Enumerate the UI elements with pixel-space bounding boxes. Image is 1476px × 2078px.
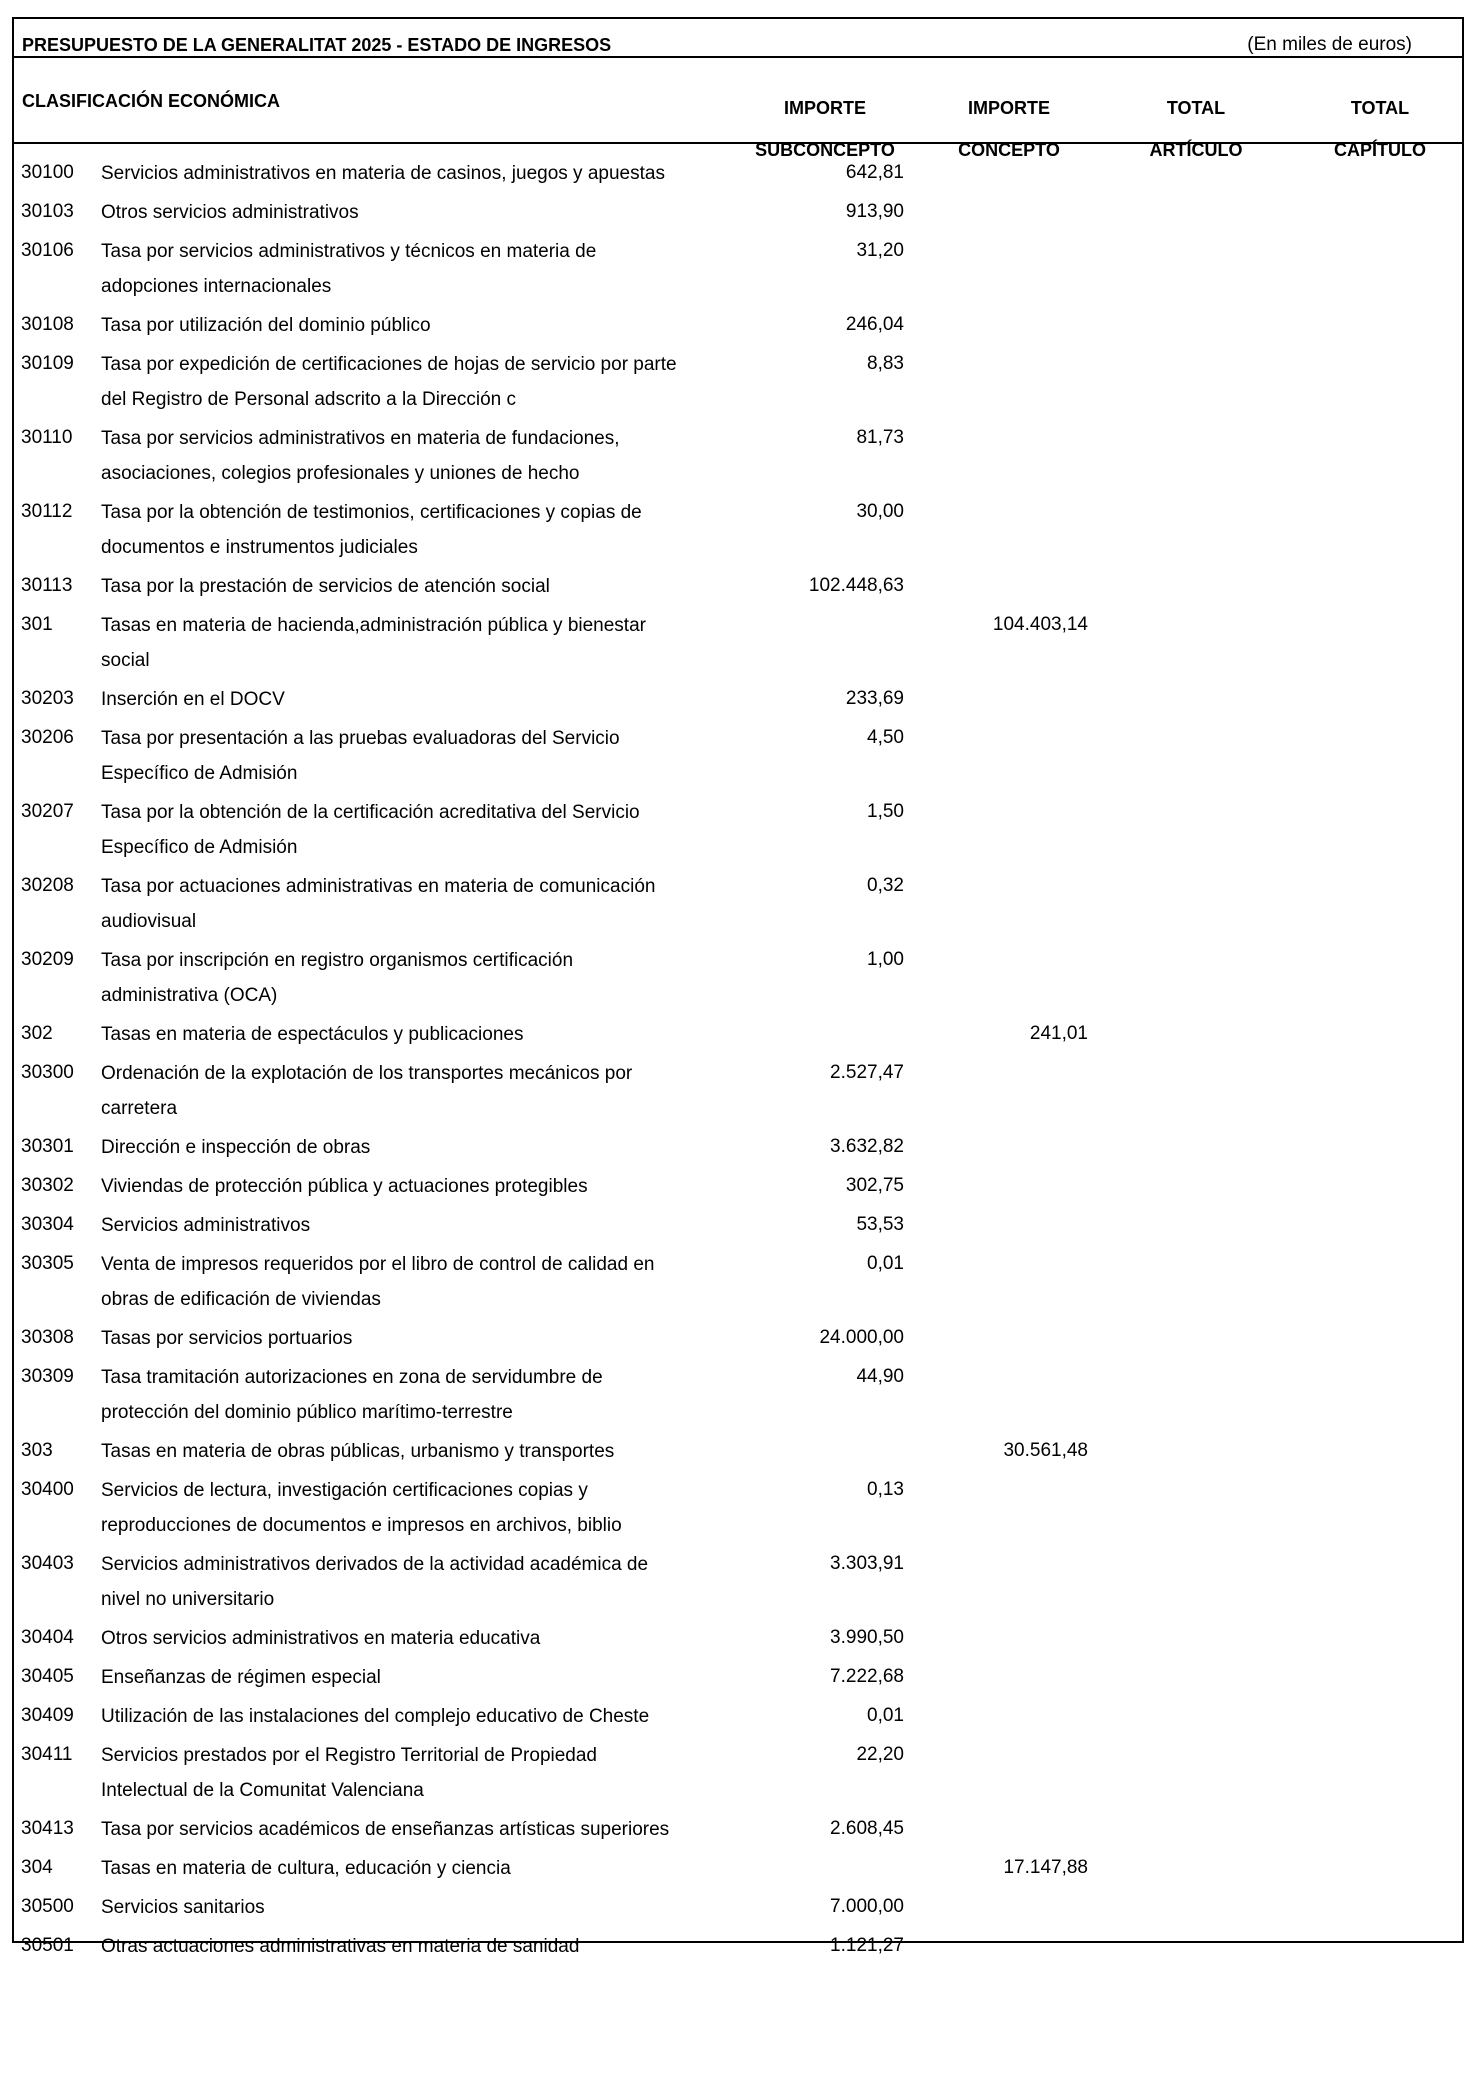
table-row [14, 224, 1462, 298]
table-row [14, 1424, 1462, 1463]
description-line: carretera [101, 1098, 178, 1119]
row-code: 30309 [21, 1366, 74, 1387]
description-line: social [101, 650, 150, 671]
description-line: Utilización de las instalaciones del complejo educativo de Cheste [101, 1706, 650, 1727]
row-description [101, 869, 741, 939]
description-line: Específico de Admisión [101, 763, 298, 784]
row-code: 301 [21, 614, 53, 635]
amount-subconcepto: 233,69 [845, 688, 904, 709]
amount-concepto: 241,01 [1029, 1023, 1088, 1044]
description-line: Tasa por actuaciones administrativas en materia de comunicación [101, 876, 656, 897]
table-row [14, 1841, 1462, 1880]
table-row [14, 1802, 1462, 1841]
title-bar [14, 19, 1462, 58]
table-row [14, 1237, 1462, 1311]
row-code: 30103 [21, 201, 74, 222]
description-line: Servicios prestados por el Registro Territorial de Propiedad [101, 1745, 598, 1766]
amount-subconcepto: 3.632,82 [830, 1136, 904, 1157]
description-line: Servicios administrativos en materia de casinos, juegos y apuestas [101, 163, 665, 184]
row-code: 30301 [21, 1136, 74, 1157]
description-line: Tasa por la obtención de la certificación acreditativa del Servicio [101, 802, 640, 823]
description-line: Otras actuaciones administrativas en materia de sanidad [101, 1936, 580, 1957]
table-row [14, 1919, 1462, 1958]
row-code: 30405 [21, 1666, 74, 1687]
table-row [14, 146, 1462, 185]
row-code: 30305 [21, 1253, 74, 1274]
row-description [101, 943, 741, 1013]
table-row [14, 298, 1462, 337]
table-row [14, 337, 1462, 411]
row-description [101, 421, 741, 491]
amount-subconcepto: 8,83 [867, 353, 904, 374]
description-line: Tasa por servicios administrativos y técnicos en materia de [101, 241, 597, 262]
amount-subconcepto: 7.222,68 [830, 1666, 904, 1687]
table-row [14, 933, 1462, 1007]
description-line: Tasa por utilización del dominio público [101, 315, 431, 336]
row-code: 30209 [21, 949, 74, 970]
description-line: del Registro de Personal adscrito a la Dirección c [101, 389, 517, 410]
description-line: Tasa por expedición de certificaciones de hojas de servicio por parte [101, 354, 677, 375]
document-title: PRESUPUESTO DE LA GENERALITAT 2025 - ESTADO DE INGRESOS [22, 35, 612, 55]
row-code: 30208 [21, 875, 74, 896]
row-code: 303 [21, 1440, 53, 1461]
description-line: administrativa (OCA) [101, 985, 278, 1006]
description-line: Tasas en materia de espectáculos y publicaciones [101, 1024, 524, 1045]
amount-subconcepto: 102.448,63 [808, 575, 904, 596]
description-line: Otros servicios administrativos en materia educativa [101, 1628, 541, 1649]
row-code: 30403 [21, 1553, 74, 1574]
description-line: adopciones internacionales [101, 276, 332, 297]
table-row [14, 598, 1462, 672]
table-row [14, 1650, 1462, 1689]
amount-subconcepto: 7.000,00 [830, 1896, 904, 1917]
description-line: Tasa por la prestación de servicios de atención social [101, 576, 550, 597]
row-code: 30413 [21, 1818, 74, 1839]
description-line: nivel no universitario [101, 1589, 275, 1610]
row-code: 30207 [21, 801, 74, 822]
table-row [14, 672, 1462, 711]
amount-subconcepto: 302,75 [845, 1175, 904, 1196]
table-row [14, 411, 1462, 485]
table-row [14, 1537, 1462, 1611]
description-line: Tasa por la obtención de testimonios, certificaciones y copias de [101, 502, 642, 523]
table-row [14, 185, 1462, 224]
row-code: 302 [21, 1023, 53, 1044]
amount-subconcepto: 31,20 [856, 240, 904, 261]
row-description [101, 1360, 741, 1430]
amount-subconcepto: 642,81 [845, 162, 904, 183]
amount-subconcepto: 1,50 [867, 801, 904, 822]
row-code: 30203 [21, 688, 74, 709]
row-description [101, 1738, 741, 1808]
description-line: reproducciones de documentos e impresos en archivos, biblio [101, 1515, 622, 1536]
description-line: Tasa por inscripción en registro organismos certificación [101, 950, 574, 971]
row-description [101, 234, 741, 304]
row-description [101, 795, 741, 865]
row-code: 30106 [21, 240, 74, 261]
description-line: documentos e instrumentos judiciales [101, 537, 418, 558]
row-code: 30400 [21, 1479, 74, 1500]
description-line: Tasas en materia de obras públicas, urbanismo y transportes [101, 1441, 615, 1462]
amount-concepto: 30.561,48 [1003, 1440, 1088, 1461]
table-row [14, 1350, 1462, 1424]
table-row [14, 1611, 1462, 1650]
description-line: Venta de impresos requeridos por el libro de control de calidad en [101, 1254, 655, 1275]
amount-concepto: 17.147,88 [1003, 1857, 1088, 1878]
table-row [14, 1311, 1462, 1350]
table-row [14, 785, 1462, 859]
table-row [14, 485, 1462, 559]
row-code: 30500 [21, 1896, 74, 1917]
description-line: Servicios sanitarios [101, 1897, 265, 1918]
table-row [14, 559, 1462, 598]
row-code: 30409 [21, 1705, 74, 1726]
table-row [14, 1007, 1462, 1046]
row-description [101, 1547, 741, 1617]
amount-subconcepto: 3.303,91 [830, 1553, 904, 1574]
row-code: 30302 [21, 1175, 74, 1196]
row-description [101, 608, 741, 678]
table-row [14, 1198, 1462, 1237]
row-code: 30404 [21, 1627, 74, 1648]
budget-table [12, 17, 1464, 1957]
row-description [101, 1247, 741, 1317]
description-line: obras de edificación de viviendas [101, 1289, 381, 1310]
amount-subconcepto: 913,90 [845, 201, 904, 222]
amount-subconcepto: 1,00 [867, 949, 904, 970]
row-code: 30501 [21, 1935, 74, 1956]
amount-subconcepto: 2.608,45 [830, 1818, 904, 1839]
description-line: Tasa por servicios académicos de enseñanzas artísticas superiores [101, 1819, 670, 1840]
column-header: CLASIFICACIÓN ECONÓMICA IMPORTE SUBCONCEPTO IMPORTE CONCEPTO TOTAL ARTÍCULO TOTAL CAPÍTULO [14, 58, 1462, 144]
description-line: Servicios administrativos derivados de la actividad académica de [101, 1554, 649, 1575]
row-code: 30112 [21, 501, 73, 522]
amount-subconcepto: 24.000,00 [819, 1327, 904, 1348]
description-line: Otros servicios administrativos [101, 202, 359, 223]
table-row [14, 1159, 1462, 1198]
table-row [14, 1463, 1462, 1537]
description-line: Tasa tramitación autorizaciones en zona de servidumbre de [101, 1367, 603, 1388]
amount-subconcepto: 0,01 [867, 1705, 904, 1726]
table-row [14, 1728, 1462, 1802]
description-line: Servicios de lectura, investigación certificaciones copias y [101, 1480, 588, 1501]
amount-subconcepto: 53,53 [856, 1214, 904, 1235]
description-line: Inserción en el DOCV [101, 689, 285, 710]
classification-heading: CLASIFICACIÓN ECONÓMICA [22, 91, 280, 111]
amount-subconcepto: 0,32 [867, 875, 904, 896]
description-line: Tasas en materia de cultura, educación y ciencia [101, 1858, 511, 1879]
description-line: audiovisual [101, 911, 197, 932]
row-description [101, 495, 741, 565]
amount-subconcepto: 0,01 [867, 1253, 904, 1274]
amount-subconcepto: 81,73 [856, 427, 904, 448]
amount-subconcepto: 4,50 [867, 727, 904, 748]
description-line: protección del dominio público marítimo-terrestre [101, 1402, 513, 1423]
amount-subconcepto: 44,90 [856, 1366, 904, 1387]
table-row [14, 1120, 1462, 1159]
description-line: Viviendas de protección pública y actuaciones protegibles [101, 1176, 588, 1197]
row-code: 30308 [21, 1327, 74, 1348]
row-code: 30108 [21, 314, 74, 335]
row-code: 30411 [21, 1744, 73, 1765]
table-body [14, 146, 1462, 1958]
table-row [14, 1689, 1462, 1728]
description-line: Enseñanzas de régimen especial [101, 1667, 381, 1688]
amount-subconcepto: 246,04 [845, 314, 904, 335]
row-code: 30109 [21, 353, 74, 374]
description-line: Tasa por presentación a las pruebas evaluadoras del Servicio [101, 728, 620, 749]
table-row [14, 1046, 1462, 1120]
row-code: 30110 [21, 427, 73, 448]
description-line: Tasa por servicios administrativos en materia de fundaciones, [101, 428, 620, 449]
description-line: asociaciones, colegios profesionales y uniones de hecho [101, 463, 580, 484]
row-code: 30100 [21, 162, 74, 183]
table-row [14, 1880, 1462, 1919]
description-line: Tasas en materia de hacienda,administración pública y bienestar [101, 615, 646, 636]
row-description [101, 1929, 741, 1964]
row-description [101, 347, 741, 417]
table-row [14, 711, 1462, 785]
amount-subconcepto: 2.527,47 [830, 1062, 904, 1083]
description-line: Tasas por servicios portuarios [101, 1328, 353, 1349]
row-code: 30113 [21, 575, 73, 596]
row-code: 30206 [21, 727, 74, 748]
row-code: 30300 [21, 1062, 74, 1083]
row-description [101, 1473, 741, 1543]
description-line: Específico de Admisión [101, 837, 298, 858]
description-line: Servicios administrativos [101, 1215, 311, 1236]
amount-subconcepto: 0,13 [867, 1479, 904, 1500]
amount-subconcepto: 22,20 [856, 1744, 904, 1765]
row-code: 30304 [21, 1214, 74, 1235]
table-row [14, 859, 1462, 933]
amount-concepto: 104.403,14 [992, 614, 1088, 635]
row-description [101, 1056, 741, 1126]
description-line: Ordenación de la explotación de los transportes mecánicos por [101, 1063, 633, 1084]
description-line: Intelectual de la Comunitat Valenciana [101, 1780, 424, 1801]
units-note: (En miles de euros) [1247, 34, 1412, 55]
row-description [101, 721, 741, 791]
row-code: 304 [21, 1857, 53, 1878]
amount-subconcepto: 30,00 [856, 501, 904, 522]
amount-subconcepto: 1.121,27 [830, 1935, 904, 1956]
description-line: Dirección e inspección de obras [101, 1137, 371, 1158]
amount-subconcepto: 3.990,50 [830, 1627, 904, 1648]
